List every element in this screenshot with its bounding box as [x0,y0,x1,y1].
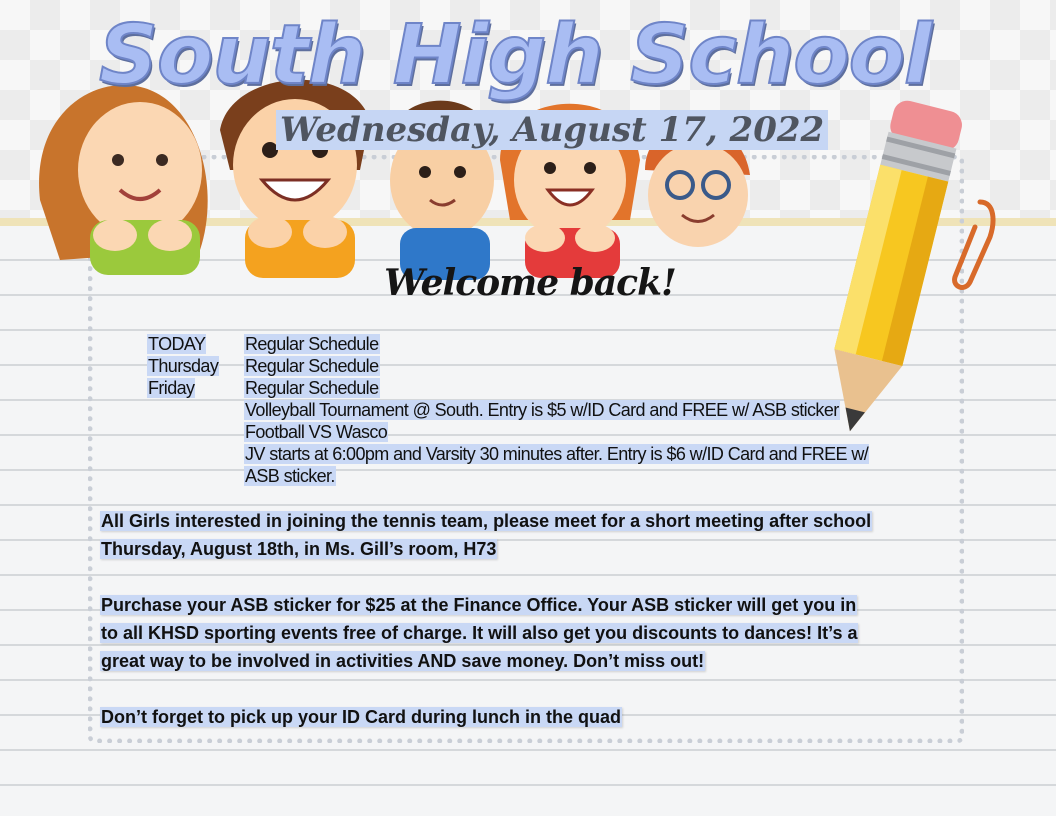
friday-detail-asb: ASB sticker. [245,466,335,486]
friday-detail-jv: JV starts at 6:00pm and Varsity 30 minutes after. Entry is $6 w/ID Card and FREE w/ [245,444,869,464]
asb-announcement-line-2: to all KHSD sporting events free of charge. It will also get you discounts to dances! It’s a [101,623,858,643]
kid-1-illustration [39,85,208,275]
id-card-announcement: Don’t forget to pick up your ID Card during lunch in the quad [101,707,621,727]
schedule-text-friday: Regular Schedule [245,378,379,398]
asb-announcement-line-3: great way to be involved in activities AND save money. Don’t miss out! [101,651,705,671]
paperclip-icon [950,192,1000,292]
school-title: South High School [98,8,932,103]
friday-detail-football: Football VS Wasco [245,422,388,442]
tennis-announcement-line-2: Thursday, August 18th, in Ms. Gill’s room, H73 [101,539,497,559]
schedule-text-thursday: Regular Schedule [245,356,379,376]
date-line: Wednesday, August 17, 2022 [276,110,828,150]
friday-detail-volleyball: Volleyball Tournament @ South. Entry is $5 w/ID Card and FREE w/ ASB sticker [245,400,839,420]
tennis-announcement-line-1: All Girls interested in joining the tennis team, please meet for a short meeting after school [101,511,872,531]
asb-announcement-line-1: Purchase your ASB sticker for $25 at the Finance Office. Your ASB sticker will get you in [101,595,857,615]
schedule-text-today: Regular Schedule [245,334,379,354]
schedule-day-today: TODAY [148,334,206,354]
schedule-day-thursday: Thursday [148,356,219,376]
welcome-heading: Welcome back! [384,262,676,304]
schedule-day-friday: Friday [148,378,195,398]
